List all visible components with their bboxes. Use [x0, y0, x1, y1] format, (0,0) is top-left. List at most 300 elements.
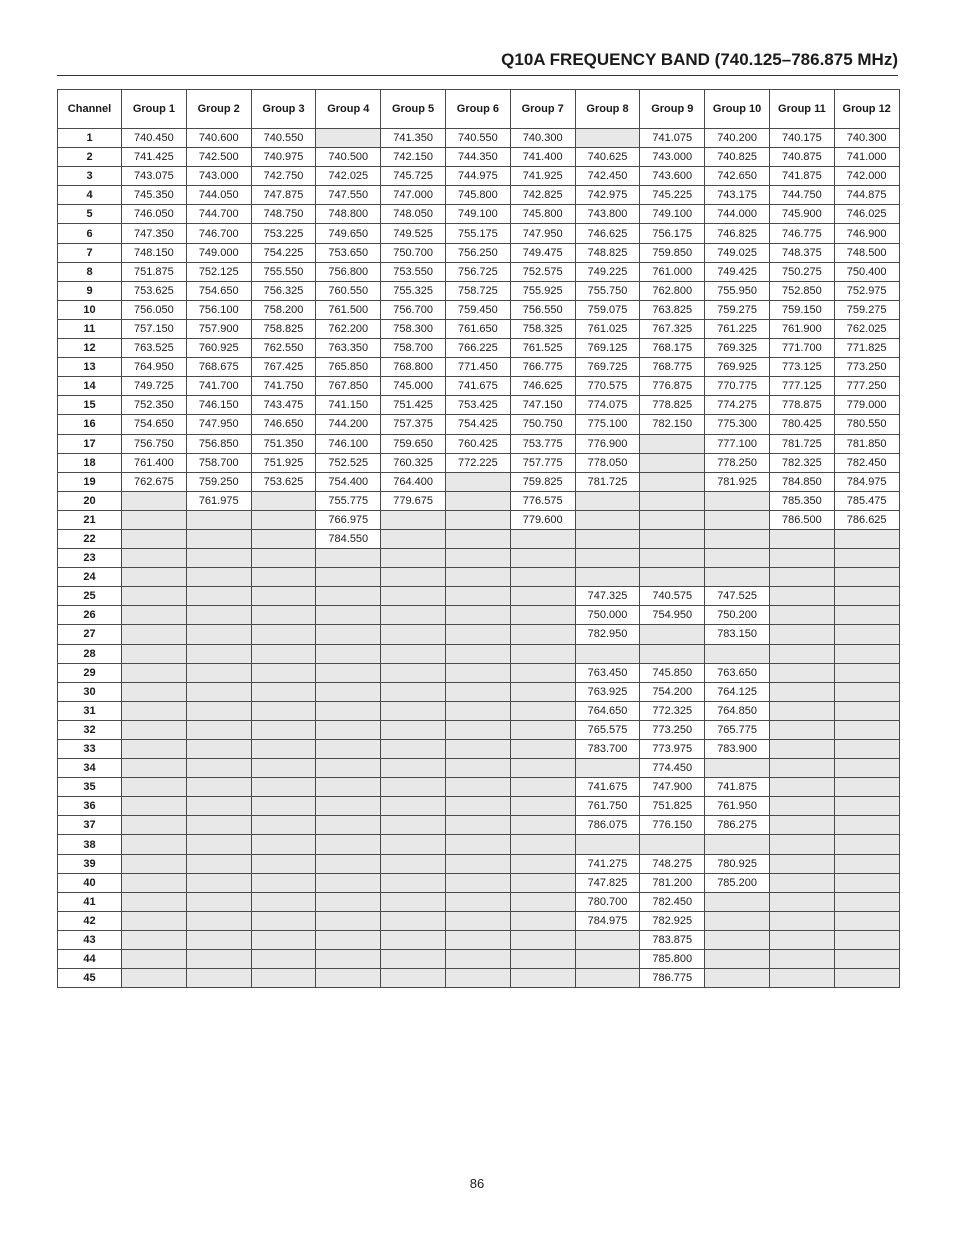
- frequency-cell: [381, 644, 446, 663]
- frequency-cell: [510, 969, 575, 988]
- frequency-cell: [834, 759, 899, 778]
- column-header-group-9: Group 9: [640, 90, 705, 129]
- frequency-cell: [186, 892, 251, 911]
- table-row: [58, 396, 900, 415]
- frequency-cell: 741.275: [575, 854, 640, 873]
- frequency-cell: [316, 740, 381, 759]
- frequency-cell: 786.275: [705, 816, 770, 835]
- frequency-cell: [445, 720, 510, 739]
- frequency-cell: [251, 549, 316, 568]
- frequency-cell: [769, 682, 834, 701]
- frequency-cell: 756.550: [510, 300, 575, 319]
- frequency-cell: 773.250: [834, 358, 899, 377]
- frequency-cell: [834, 568, 899, 587]
- frequency-cell: 749.000: [186, 243, 251, 262]
- frequency-cell: 745.000: [381, 377, 446, 396]
- frequency-table: [57, 89, 900, 988]
- frequency-cell: 782.925: [640, 911, 705, 930]
- frequency-cell: 760.325: [381, 453, 446, 472]
- frequency-cell: [122, 549, 187, 568]
- frequency-cell: [251, 663, 316, 682]
- frequency-cell: [251, 759, 316, 778]
- frequency-cell: 746.650: [251, 415, 316, 434]
- table-row: [58, 300, 900, 319]
- frequency-cell: [510, 625, 575, 644]
- table-row: [58, 892, 900, 911]
- channel-cell: 22: [58, 529, 122, 548]
- frequency-cell: 740.200: [705, 129, 770, 148]
- frequency-cell: [122, 873, 187, 892]
- table-row: [58, 644, 900, 663]
- table-row: [58, 491, 900, 510]
- frequency-cell: 742.025: [316, 167, 381, 186]
- frequency-cell: [122, 759, 187, 778]
- frequency-cell: [769, 568, 834, 587]
- table-row: [58, 625, 900, 644]
- frequency-cell: [445, 911, 510, 930]
- frequency-cell: 749.425: [705, 262, 770, 281]
- frequency-cell: [575, 510, 640, 529]
- frequency-cell: [122, 816, 187, 835]
- table-body: [58, 129, 900, 988]
- frequency-cell: 747.825: [575, 873, 640, 892]
- frequency-cell: [251, 644, 316, 663]
- frequency-cell: [122, 644, 187, 663]
- frequency-cell: 755.175: [445, 224, 510, 243]
- frequency-cell: 748.275: [640, 854, 705, 873]
- frequency-cell: [316, 682, 381, 701]
- frequency-cell: [251, 625, 316, 644]
- frequency-cell: 740.825: [705, 148, 770, 167]
- frequency-cell: 758.200: [251, 300, 316, 319]
- frequency-cell: 759.275: [834, 300, 899, 319]
- frequency-cell: [705, 892, 770, 911]
- frequency-cell: [381, 549, 446, 568]
- frequency-cell: [769, 778, 834, 797]
- frequency-cell: 742.500: [186, 148, 251, 167]
- frequency-cell: [769, 797, 834, 816]
- frequency-cell: [122, 911, 187, 930]
- frequency-cell: [381, 873, 446, 892]
- channel-cell: 34: [58, 759, 122, 778]
- frequency-cell: [769, 930, 834, 949]
- table-row: [58, 606, 900, 625]
- frequency-cell: 768.675: [186, 358, 251, 377]
- frequency-cell: 747.550: [316, 186, 381, 205]
- frequency-cell: [186, 873, 251, 892]
- frequency-cell: [316, 797, 381, 816]
- frequency-cell: [445, 873, 510, 892]
- frequency-cell: 755.950: [705, 281, 770, 300]
- frequency-cell: 785.800: [640, 950, 705, 969]
- frequency-cell: 763.350: [316, 339, 381, 358]
- table-row: [58, 262, 900, 281]
- frequency-cell: [122, 625, 187, 644]
- frequency-cell: 749.525: [381, 224, 446, 243]
- frequency-cell: [575, 950, 640, 969]
- frequency-cell: 781.850: [834, 434, 899, 453]
- frequency-cell: 750.750: [510, 415, 575, 434]
- frequency-cell: [510, 892, 575, 911]
- frequency-cell: [316, 835, 381, 854]
- frequency-cell: 761.525: [510, 339, 575, 358]
- table-row: [58, 720, 900, 739]
- frequency-cell: 762.800: [640, 281, 705, 300]
- frequency-cell: 761.750: [575, 797, 640, 816]
- table-row: [58, 434, 900, 453]
- frequency-cell: 774.275: [705, 396, 770, 415]
- table-row: [58, 873, 900, 892]
- frequency-cell: 746.625: [510, 377, 575, 396]
- channel-cell: 5: [58, 205, 122, 224]
- table-row: [58, 950, 900, 969]
- frequency-cell: 742.150: [381, 148, 446, 167]
- frequency-cell: [186, 816, 251, 835]
- frequency-cell: 751.425: [381, 396, 446, 415]
- channel-cell: 28: [58, 644, 122, 663]
- frequency-cell: 761.975: [186, 491, 251, 510]
- frequency-cell: [575, 930, 640, 949]
- frequency-cell: 742.750: [251, 167, 316, 186]
- frequency-cell: 741.675: [445, 377, 510, 396]
- frequency-cell: [251, 835, 316, 854]
- frequency-cell: [834, 701, 899, 720]
- frequency-cell: [316, 587, 381, 606]
- frequency-cell: 747.525: [705, 587, 770, 606]
- channel-cell: 33: [58, 740, 122, 759]
- frequency-cell: [834, 644, 899, 663]
- frequency-cell: 758.700: [186, 453, 251, 472]
- frequency-cell: 753.775: [510, 434, 575, 453]
- frequency-cell: 777.100: [705, 434, 770, 453]
- frequency-cell: [445, 969, 510, 988]
- channel-cell: 26: [58, 606, 122, 625]
- frequency-cell: [251, 969, 316, 988]
- frequency-cell: [122, 587, 187, 606]
- frequency-cell: 782.150: [640, 415, 705, 434]
- frequency-cell: [381, 759, 446, 778]
- channel-cell: 45: [58, 969, 122, 988]
- frequency-cell: [186, 759, 251, 778]
- frequency-cell: [316, 606, 381, 625]
- frequency-cell: 752.975: [834, 281, 899, 300]
- frequency-cell: 744.875: [834, 186, 899, 205]
- frequency-cell: 758.825: [251, 319, 316, 338]
- frequency-cell: 780.425: [769, 415, 834, 434]
- frequency-cell: 749.100: [640, 205, 705, 224]
- frequency-cell: [575, 491, 640, 510]
- frequency-cell: 746.700: [186, 224, 251, 243]
- frequency-cell: [510, 854, 575, 873]
- frequency-cell: 740.550: [445, 129, 510, 148]
- frequency-cell: [381, 682, 446, 701]
- frequency-cell: 761.950: [705, 797, 770, 816]
- frequency-cell: [122, 835, 187, 854]
- frequency-cell: [834, 549, 899, 568]
- frequency-cell: [381, 720, 446, 739]
- frequency-cell: 751.925: [251, 453, 316, 472]
- frequency-cell: [381, 969, 446, 988]
- frequency-cell: 757.775: [510, 453, 575, 472]
- frequency-cell: 754.650: [186, 281, 251, 300]
- column-header-group-1: Group 1: [122, 90, 187, 129]
- frequency-cell: [705, 969, 770, 988]
- frequency-cell: [316, 625, 381, 644]
- frequency-cell: [122, 529, 187, 548]
- frequency-cell: 742.000: [834, 167, 899, 186]
- frequency-cell: [122, 720, 187, 739]
- frequency-cell: [510, 911, 575, 930]
- frequency-cell: [186, 663, 251, 682]
- channel-cell: 18: [58, 453, 122, 472]
- frequency-cell: [251, 682, 316, 701]
- channel-cell: 44: [58, 950, 122, 969]
- frequency-cell: [186, 682, 251, 701]
- frequency-cell: 755.925: [510, 281, 575, 300]
- frequency-cell: [640, 491, 705, 510]
- frequency-cell: [510, 587, 575, 606]
- table-row: [58, 243, 900, 262]
- channel-cell: 36: [58, 797, 122, 816]
- frequency-cell: [834, 969, 899, 988]
- frequency-cell: 756.175: [640, 224, 705, 243]
- frequency-cell: 748.750: [251, 205, 316, 224]
- frequency-cell: 744.200: [316, 415, 381, 434]
- frequency-cell: [769, 950, 834, 969]
- frequency-cell: [834, 778, 899, 797]
- frequency-cell: [122, 663, 187, 682]
- frequency-cell: [510, 529, 575, 548]
- frequency-cell: 741.150: [316, 396, 381, 415]
- frequency-cell: 775.100: [575, 415, 640, 434]
- frequency-cell: [381, 740, 446, 759]
- frequency-cell: 764.850: [705, 701, 770, 720]
- frequency-cell: [834, 892, 899, 911]
- frequency-cell: [251, 529, 316, 548]
- frequency-cell: 771.825: [834, 339, 899, 358]
- frequency-cell: [381, 854, 446, 873]
- frequency-cell: 753.625: [251, 472, 316, 491]
- frequency-cell: 776.900: [575, 434, 640, 453]
- frequency-cell: [122, 950, 187, 969]
- frequency-cell: [445, 568, 510, 587]
- frequency-cell: [381, 568, 446, 587]
- frequency-cell: 740.625: [575, 148, 640, 167]
- frequency-cell: 755.325: [381, 281, 446, 300]
- frequency-cell: [834, 529, 899, 548]
- column-header-group-7: Group 7: [510, 90, 575, 129]
- table-row: [58, 148, 900, 167]
- frequency-cell: 774.075: [575, 396, 640, 415]
- frequency-cell: [251, 873, 316, 892]
- frequency-cell: [769, 740, 834, 759]
- frequency-cell: [769, 816, 834, 835]
- frequency-cell: 751.825: [640, 797, 705, 816]
- frequency-cell: [510, 740, 575, 759]
- frequency-cell: [769, 720, 834, 739]
- frequency-cell: [640, 472, 705, 491]
- frequency-cell: 746.900: [834, 224, 899, 243]
- frequency-cell: [575, 969, 640, 988]
- frequency-cell: 768.800: [381, 358, 446, 377]
- frequency-cell: [251, 816, 316, 835]
- table-row: [58, 415, 900, 434]
- frequency-cell: [705, 491, 770, 510]
- frequency-cell: 778.825: [640, 396, 705, 415]
- channel-cell: 32: [58, 720, 122, 739]
- frequency-cell: 749.025: [705, 243, 770, 262]
- frequency-cell: 777.125: [769, 377, 834, 396]
- frequency-cell: 759.450: [445, 300, 510, 319]
- frequency-cell: [186, 568, 251, 587]
- frequency-cell: 753.425: [445, 396, 510, 415]
- frequency-cell: [251, 911, 316, 930]
- frequency-cell: 761.400: [122, 453, 187, 472]
- table-row: [58, 701, 900, 720]
- channel-cell: 1: [58, 129, 122, 148]
- frequency-cell: 755.750: [575, 281, 640, 300]
- frequency-cell: 766.225: [445, 339, 510, 358]
- frequency-cell: [122, 892, 187, 911]
- frequency-cell: [445, 491, 510, 510]
- frequency-cell: [834, 606, 899, 625]
- column-header-group-5: Group 5: [381, 90, 446, 129]
- table-row: [58, 854, 900, 873]
- frequency-cell: 740.600: [186, 129, 251, 148]
- frequency-cell: [186, 911, 251, 930]
- frequency-cell: [834, 911, 899, 930]
- frequency-cell: 777.250: [834, 377, 899, 396]
- frequency-cell: [316, 911, 381, 930]
- frequency-cell: 781.200: [640, 873, 705, 892]
- frequency-cell: 784.975: [834, 472, 899, 491]
- frequency-cell: 767.325: [640, 319, 705, 338]
- frequency-cell: 741.875: [705, 778, 770, 797]
- frequency-cell: 775.300: [705, 415, 770, 434]
- frequency-cell: [445, 625, 510, 644]
- frequency-cell: [769, 549, 834, 568]
- frequency-cell: [122, 797, 187, 816]
- frequency-cell: 784.850: [769, 472, 834, 491]
- frequency-cell: [769, 969, 834, 988]
- frequency-cell: 740.575: [640, 587, 705, 606]
- frequency-cell: 761.025: [575, 319, 640, 338]
- frequency-cell: 740.175: [769, 129, 834, 148]
- frequency-cell: 743.175: [705, 186, 770, 205]
- frequency-cell: 758.300: [381, 319, 446, 338]
- frequency-cell: 769.925: [705, 358, 770, 377]
- frequency-cell: [186, 854, 251, 873]
- frequency-cell: 773.125: [769, 358, 834, 377]
- frequency-cell: 754.200: [640, 682, 705, 701]
- frequency-cell: [186, 529, 251, 548]
- frequency-cell: 782.450: [834, 453, 899, 472]
- frequency-cell: 765.850: [316, 358, 381, 377]
- frequency-cell: 763.650: [705, 663, 770, 682]
- frequency-cell: [445, 835, 510, 854]
- frequency-cell: 759.825: [510, 472, 575, 491]
- frequency-cell: 784.975: [575, 911, 640, 930]
- frequency-cell: 786.500: [769, 510, 834, 529]
- channel-cell: 16: [58, 415, 122, 434]
- frequency-cell: [381, 701, 446, 720]
- frequency-cell: 758.325: [510, 319, 575, 338]
- frequency-cell: [316, 969, 381, 988]
- frequency-cell: 780.700: [575, 892, 640, 911]
- frequency-cell: [705, 911, 770, 930]
- frequency-cell: 785.200: [705, 873, 770, 892]
- frequency-cell: 749.725: [122, 377, 187, 396]
- frequency-cell: 785.350: [769, 491, 834, 510]
- channel-cell: 27: [58, 625, 122, 644]
- frequency-cell: 762.025: [834, 319, 899, 338]
- channel-cell: 19: [58, 472, 122, 491]
- table-row: [58, 797, 900, 816]
- frequency-cell: [510, 816, 575, 835]
- frequency-cell: [510, 720, 575, 739]
- frequency-cell: [769, 606, 834, 625]
- frequency-cell: [445, 892, 510, 911]
- frequency-cell: 752.575: [510, 262, 575, 281]
- frequency-cell: [445, 663, 510, 682]
- frequency-cell: 764.125: [705, 682, 770, 701]
- frequency-cell: 741.400: [510, 148, 575, 167]
- frequency-cell: 759.075: [575, 300, 640, 319]
- column-header-group-12: Group 12: [834, 90, 899, 129]
- table-row: [58, 587, 900, 606]
- frequency-cell: 783.900: [705, 740, 770, 759]
- frequency-cell: 745.725: [381, 167, 446, 186]
- table-row: [58, 167, 900, 186]
- frequency-cell: 746.825: [705, 224, 770, 243]
- frequency-cell: 776.150: [640, 816, 705, 835]
- frequency-cell: [640, 434, 705, 453]
- table-row: [58, 663, 900, 682]
- frequency-cell: 747.875: [251, 186, 316, 205]
- frequency-cell: 747.150: [510, 396, 575, 415]
- frequency-cell: [575, 549, 640, 568]
- frequency-cell: 768.775: [640, 358, 705, 377]
- frequency-cell: [186, 644, 251, 663]
- frequency-cell: [251, 950, 316, 969]
- table-row: [58, 510, 900, 529]
- frequency-cell: 744.750: [769, 186, 834, 205]
- frequency-cell: [251, 740, 316, 759]
- frequency-cell: [251, 568, 316, 587]
- frequency-cell: 751.350: [251, 434, 316, 453]
- frequency-cell: [575, 129, 640, 148]
- frequency-cell: 755.775: [316, 491, 381, 510]
- channel-cell: 4: [58, 186, 122, 205]
- frequency-cell: 750.000: [575, 606, 640, 625]
- frequency-cell: [834, 663, 899, 682]
- frequency-cell: [510, 682, 575, 701]
- frequency-cell: [186, 969, 251, 988]
- frequency-cell: 767.850: [316, 377, 381, 396]
- frequency-cell: 757.150: [122, 319, 187, 338]
- column-header-group-2: Group 2: [186, 90, 251, 129]
- frequency-cell: [510, 606, 575, 625]
- frequency-cell: [769, 644, 834, 663]
- channel-cell: 6: [58, 224, 122, 243]
- frequency-cell: 780.925: [705, 854, 770, 873]
- frequency-cell: 747.000: [381, 186, 446, 205]
- frequency-cell: [445, 510, 510, 529]
- frequency-cell: [316, 701, 381, 720]
- frequency-cell: 753.650: [316, 243, 381, 262]
- frequency-cell: 745.350: [122, 186, 187, 205]
- channel-cell: 31: [58, 701, 122, 720]
